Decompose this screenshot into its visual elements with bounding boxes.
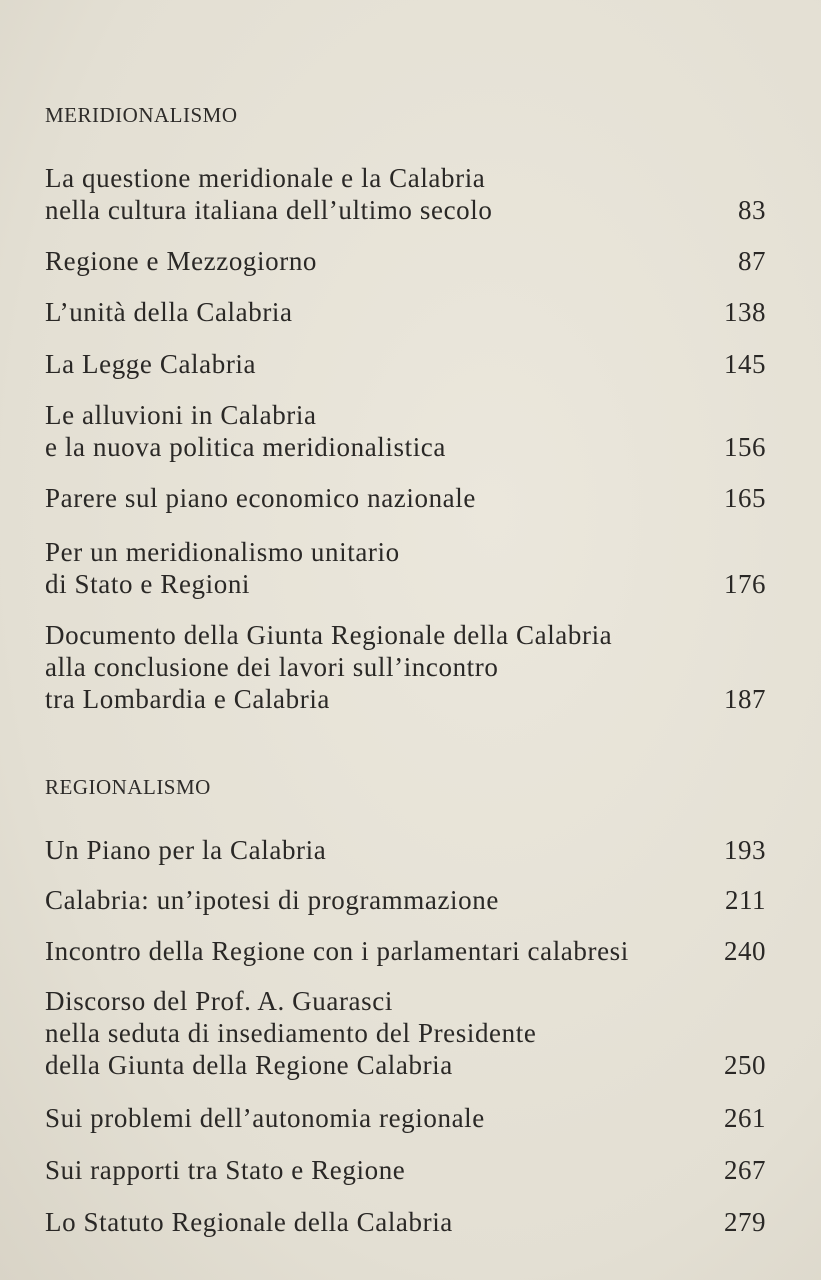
toc-entry-title: Le alluvioni in Calabria e la nuova politica meridionalistica xyxy=(45,400,446,462)
toc-entry-page: 83 xyxy=(738,195,766,225)
toc-entry xyxy=(45,935,766,967)
toc-entry-page: 261 xyxy=(724,1103,766,1133)
toc-entry-page: 145 xyxy=(724,349,766,379)
toc-entry-page: 176 xyxy=(724,569,766,599)
toc-entry-title: Regione e Mezzogiorno xyxy=(45,246,318,276)
toc-entry-title: Discorso del Prof. A. Guarasci nella seduta di insediamento del Presidente della Giunta della Regione Calabria xyxy=(45,986,537,1080)
toc-entry xyxy=(45,619,766,715)
toc-entry xyxy=(45,296,766,328)
toc-entry xyxy=(45,162,766,226)
toc-entry-page: 138 xyxy=(724,297,766,327)
toc-entry xyxy=(45,1206,766,1238)
section-heading-meridionalismo: MERIDIONALISMO xyxy=(45,103,238,127)
section-heading-regionalismo: REGIONALISMO xyxy=(45,775,211,799)
toc-entry-title: Documento della Giunta Regionale della Calabria alla conclusione dei lavori sull’incontro tra Lombardia e Calabria xyxy=(45,620,613,714)
toc-entry-page: 279 xyxy=(724,1207,766,1237)
toc-entry-page: 87 xyxy=(738,246,766,276)
toc-entry xyxy=(45,399,766,463)
toc-entry-page: 156 xyxy=(724,432,766,462)
toc-entry xyxy=(45,1102,766,1134)
toc-entry-page: 187 xyxy=(724,684,766,714)
toc-entry-page: 193 xyxy=(724,835,766,865)
toc-entry-page: 250 xyxy=(724,1050,766,1080)
toc-entry-title: Incontro della Regione con i parlamentari calabresi xyxy=(45,936,629,966)
toc-entry-title: Sui problemi dell’autonomia regionale xyxy=(45,1103,485,1133)
toc-entry xyxy=(45,834,766,866)
toc-entry xyxy=(45,884,766,916)
toc-entry-title: L’unità della Calabria xyxy=(45,297,293,327)
toc-entry-page: 211 xyxy=(725,885,766,915)
toc-entry-title: Per un meridionalismo unitario di Stato e Regioni xyxy=(45,537,400,599)
toc-entry xyxy=(45,536,766,600)
toc-entry-title: Un Piano per la Calabria xyxy=(45,835,327,865)
toc-entry xyxy=(45,1154,766,1186)
toc-entry-page: 165 xyxy=(724,483,766,513)
toc-entry-title: La Legge Calabria xyxy=(45,349,257,379)
toc-entry xyxy=(45,482,766,514)
toc-entry xyxy=(45,245,766,277)
toc-entry-title: Calabria: un’ipotesi di programmazione xyxy=(45,885,499,915)
toc-entry xyxy=(45,985,766,1081)
toc-entry-title: Parere sul piano economico nazionale xyxy=(45,483,476,513)
toc-entry-title: Sui rapporti tra Stato e Regione xyxy=(45,1155,406,1185)
toc-entry-title: La questione meridionale e la Calabria nella cultura italiana dell’ultimo secolo xyxy=(45,163,493,225)
toc-entry-title: Lo Statuto Regionale della Calabria xyxy=(45,1207,453,1237)
toc-entry-page: 267 xyxy=(724,1155,766,1185)
toc-entry xyxy=(45,348,766,380)
toc-entry-page: 240 xyxy=(724,936,766,966)
